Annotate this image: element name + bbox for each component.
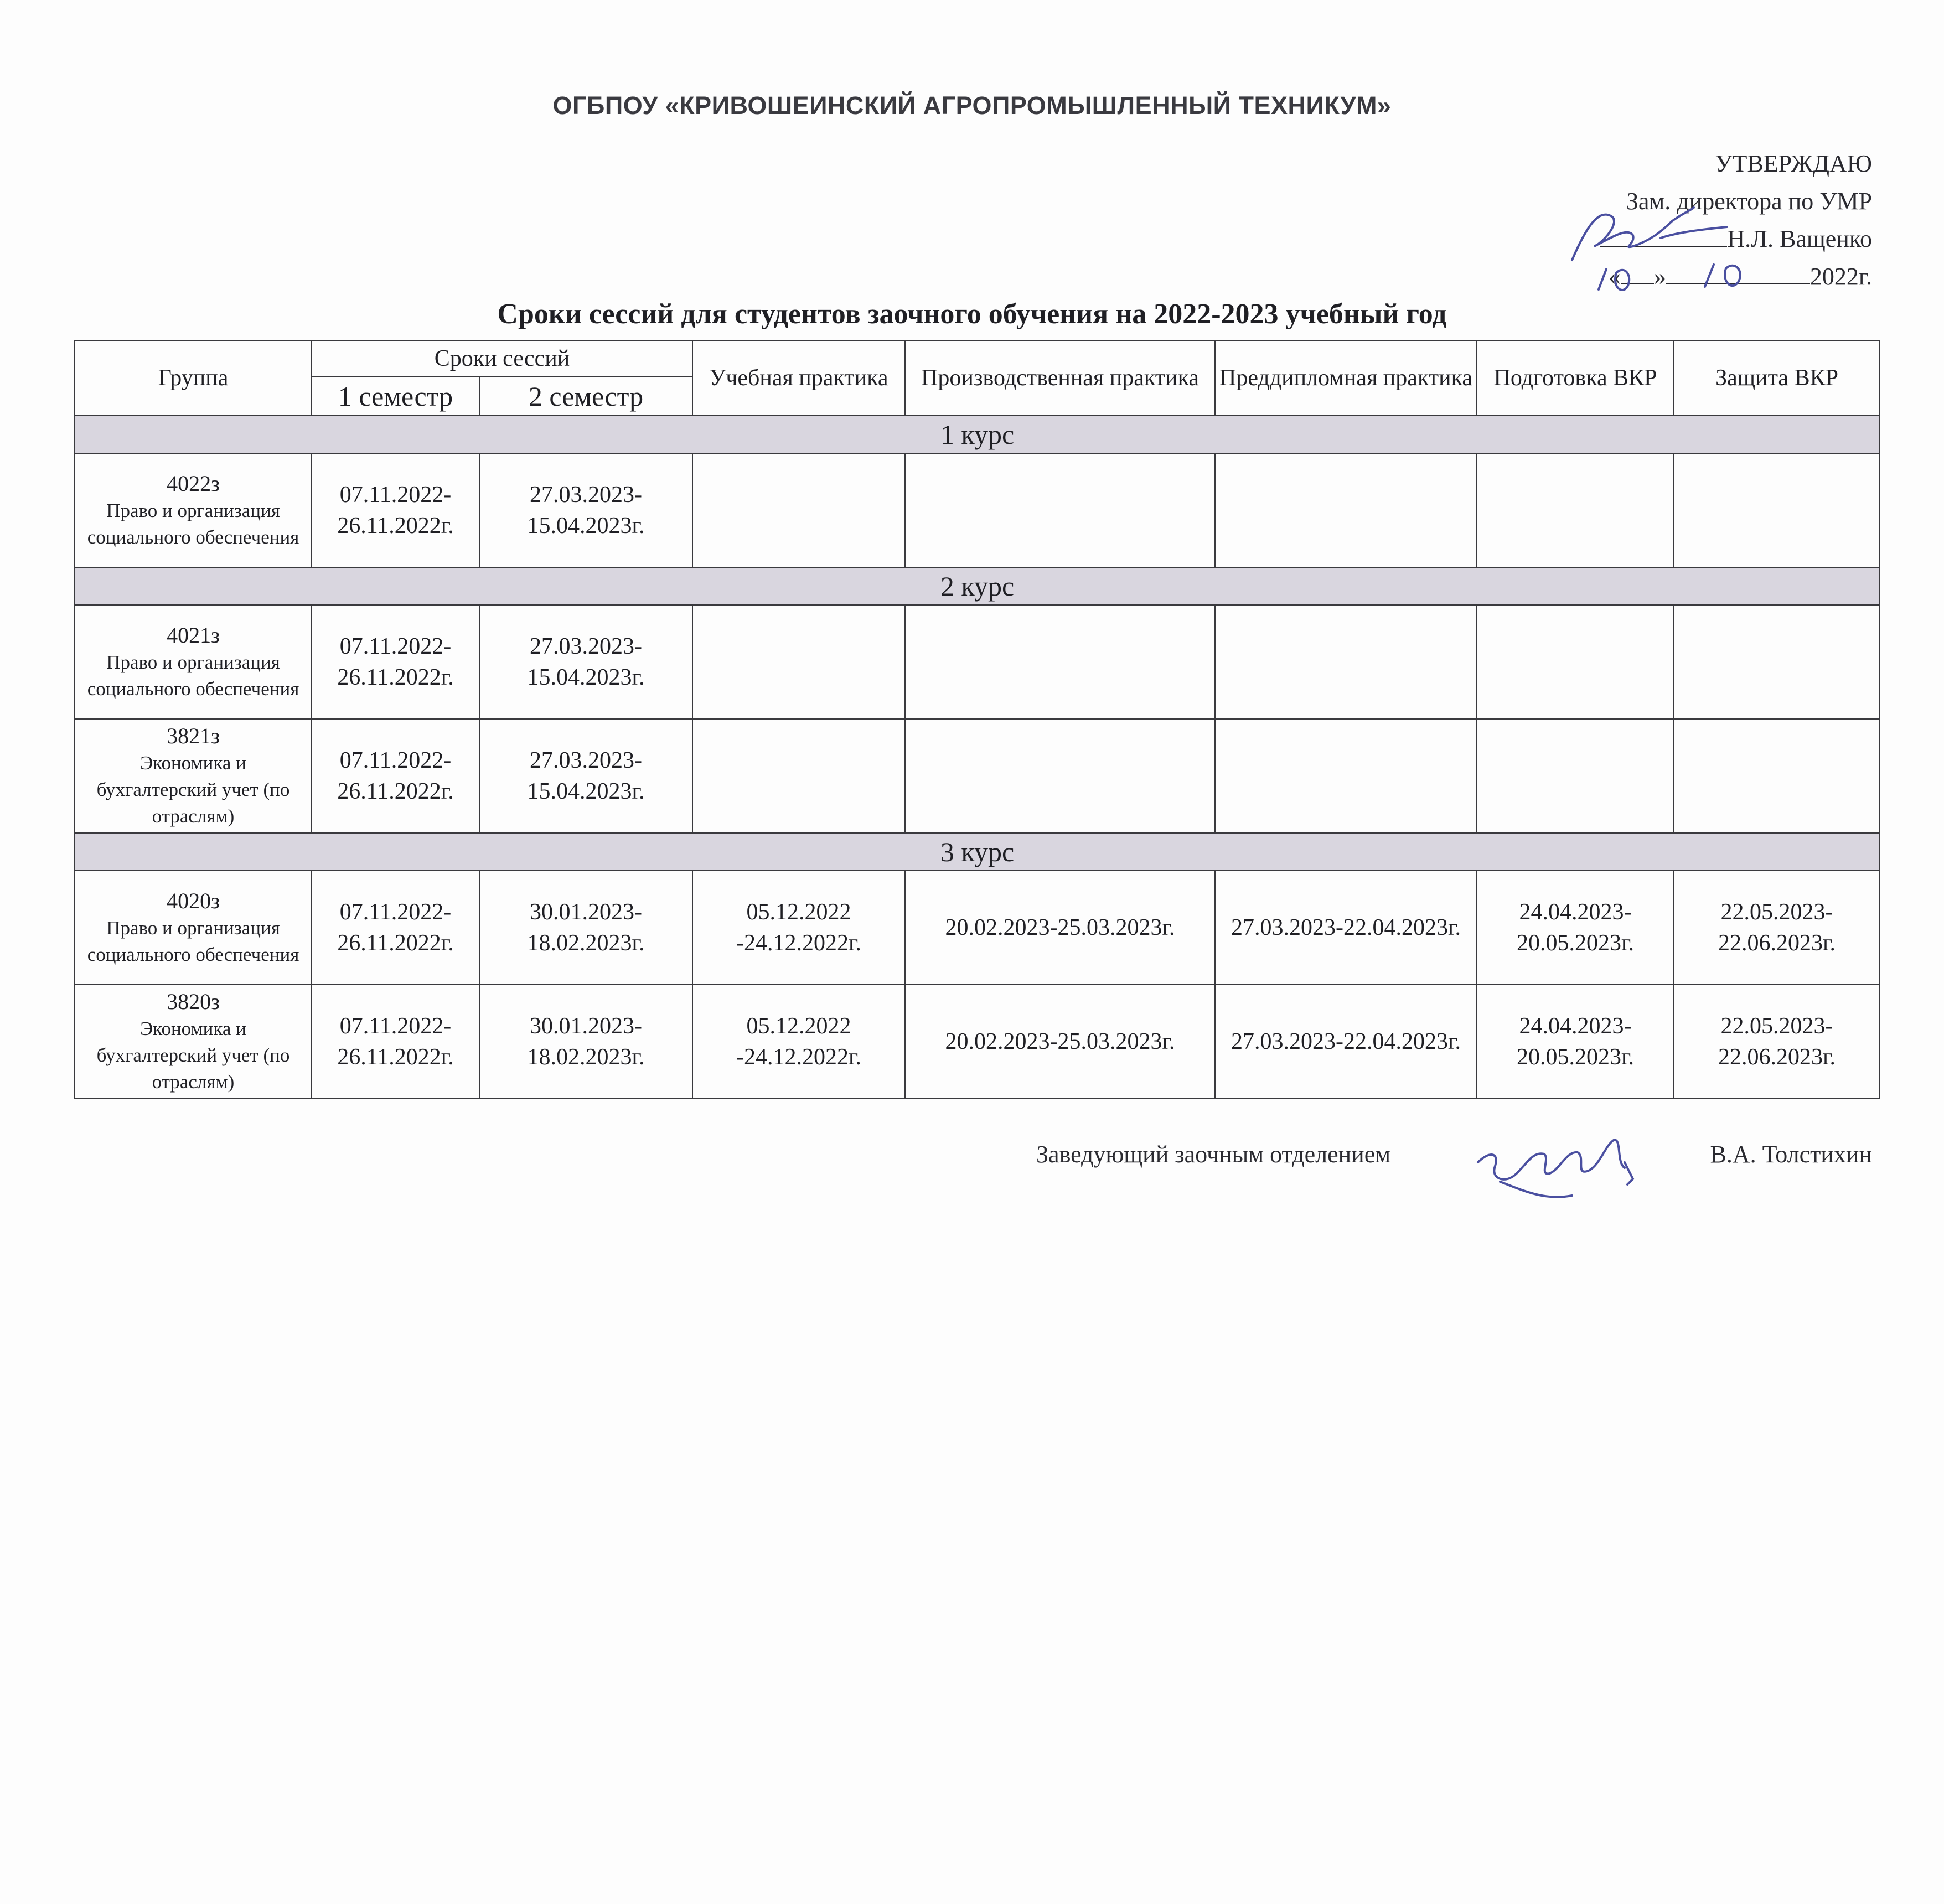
- study-practice-dates: 05.12.2022 -24.12.2022г.: [692, 871, 905, 985]
- course-label: 1 курс: [75, 416, 1880, 453]
- study-practice-dates: [692, 453, 905, 567]
- group-cell: [75, 985, 312, 1099]
- header-vkr-defense: Защита ВКР: [1674, 340, 1880, 416]
- signature-blank: [1600, 224, 1727, 247]
- production-practice-dates: [905, 453, 1215, 567]
- production-practice-dates: 20.02.2023-25.03.2023г.: [905, 985, 1215, 1099]
- footer-signature-block: [0, 1129, 1944, 1196]
- footer-name: В.А. Толстихин: [1710, 1141, 1872, 1168]
- semester-2-dates: 27.03.2023-15.04.2023г.: [479, 453, 692, 567]
- approve-date-line: [1600, 258, 1872, 296]
- group-cell: [75, 605, 312, 719]
- header-semester-1: 1 семестр: [312, 377, 479, 416]
- approve-name-line: [1600, 220, 1872, 258]
- head-signature-icon: [1467, 1129, 1655, 1212]
- course-row: [75, 567, 1880, 605]
- document-title: Сроки сессий для студентов заочного обучения на 2022-2023 учебный год: [497, 298, 1447, 330]
- vkr-preparation-dates: [1477, 605, 1674, 719]
- date-open-quote: «: [1608, 263, 1621, 290]
- header-production-practice: Производственная практика: [905, 340, 1215, 416]
- study-practice-dates: 05.12.2022 -24.12.2022г.: [692, 985, 905, 1099]
- group-cell: [75, 453, 312, 567]
- study-practice-dates: [692, 605, 905, 719]
- vkr-defense-dates: 22.05.2023-22.06.2023г.: [1674, 985, 1880, 1099]
- header-group: Группа: [75, 340, 312, 416]
- approve-name: Н.Л. Ващенко: [1727, 225, 1872, 252]
- date-year: 2022г.: [1809, 263, 1872, 290]
- group-specialty: Право и организация социального обеспечения: [87, 917, 299, 965]
- approval-block: [1600, 145, 1872, 296]
- group-code: 3820з: [167, 989, 220, 1014]
- group-code: 4022з: [167, 471, 220, 496]
- group-specialty: Право и организация социального обеспечения: [87, 500, 299, 548]
- header-prediploma-practice: Преддипломная практика: [1215, 340, 1477, 416]
- prediploma-practice-dates: 27.03.2023-22.04.2023г.: [1215, 985, 1477, 1099]
- vkr-defense-dates: [1674, 453, 1880, 567]
- semester-2-dates: 30.01.2023-18.02.2023г.: [479, 871, 692, 985]
- group-code: 4020з: [167, 888, 220, 913]
- group-cell: [75, 719, 312, 833]
- vkr-defense-dates: [1674, 605, 1880, 719]
- prediploma-practice-dates: [1215, 605, 1477, 719]
- approve-word: УТВЕРЖДАЮ: [1715, 150, 1872, 177]
- table-row: [75, 719, 1880, 833]
- vkr-preparation-dates: 24.04.2023-20.05.2023г.: [1477, 985, 1674, 1099]
- production-practice-dates: [905, 605, 1215, 719]
- production-practice-dates: [905, 719, 1215, 833]
- group-code: 3821з: [167, 723, 220, 748]
- session-schedule-table: [74, 340, 1880, 1099]
- header-vkr-preparation: Подготовка ВКР: [1477, 340, 1674, 416]
- vkr-defense-dates: 22.05.2023-22.06.2023г.: [1674, 871, 1880, 985]
- vkr-preparation-dates: [1477, 719, 1674, 833]
- group-specialty: Экономика и бухгалтерский учет (по отраслям): [96, 752, 290, 827]
- date-close-quote: »: [1653, 263, 1666, 290]
- study-practice-dates: [692, 719, 905, 833]
- date-month-blank: [1666, 261, 1810, 284]
- group-specialty: Экономика и бухгалтерский учет (по отраслям): [96, 1018, 290, 1093]
- course-row: [75, 416, 1880, 453]
- course-row: [75, 833, 1880, 871]
- group-cell: [75, 871, 312, 985]
- semester-2-dates: 27.03.2023-15.04.2023г.: [479, 605, 692, 719]
- footer-role: Заведующий заочным отделением: [1036, 1141, 1391, 1168]
- group-code: 4021з: [167, 623, 220, 648]
- table-row: [75, 871, 1880, 985]
- table-row: [75, 605, 1880, 719]
- semester-1-dates: 07.11.2022-26.11.2022г.: [312, 871, 479, 985]
- organization-title: ОГБПОУ «КРИВОШЕИНСКИЙ АГРОПРОМЫШЛЕННЫЙ ТЕХНИКУМ»: [552, 91, 1392, 120]
- table-row: [75, 985, 1880, 1099]
- vkr-preparation-dates: 24.04.2023-20.05.2023г.: [1477, 871, 1674, 985]
- group-specialty: Право и организация социального обеспечения: [87, 651, 299, 700]
- approve-role: Зам. директора по УМР: [1626, 188, 1872, 215]
- semester-1-dates: 07.11.2022-26.11.2022г.: [312, 605, 479, 719]
- table-header-row: [75, 340, 1880, 377]
- prediploma-practice-dates: 27.03.2023-22.04.2023г.: [1215, 871, 1477, 985]
- course-label: 2 курс: [75, 567, 1880, 605]
- production-practice-dates: 20.02.2023-25.03.2023г.: [905, 871, 1215, 985]
- vkr-defense-dates: [1674, 719, 1880, 833]
- prediploma-practice-dates: [1215, 453, 1477, 567]
- semester-1-dates: 07.11.2022-26.11.2022г.: [312, 719, 479, 833]
- table-row: [75, 453, 1880, 567]
- prediploma-practice-dates: [1215, 719, 1477, 833]
- semester-1-dates: 07.11.2022-26.11.2022г.: [312, 985, 479, 1099]
- semester-2-dates: 30.01.2023-18.02.2023г.: [479, 985, 692, 1099]
- vkr-preparation-dates: [1477, 453, 1674, 567]
- semester-1-dates: 07.11.2022-26.11.2022г.: [312, 453, 479, 567]
- date-day-blank: [1621, 261, 1654, 284]
- header-semester-2: 2 семестр: [479, 377, 692, 416]
- header-study-practice: Учебная практика: [692, 340, 905, 416]
- header-sessions: Сроки сессий: [312, 340, 692, 377]
- semester-2-dates: 27.03.2023-15.04.2023г.: [479, 719, 692, 833]
- course-label: 3 курс: [75, 833, 1880, 871]
